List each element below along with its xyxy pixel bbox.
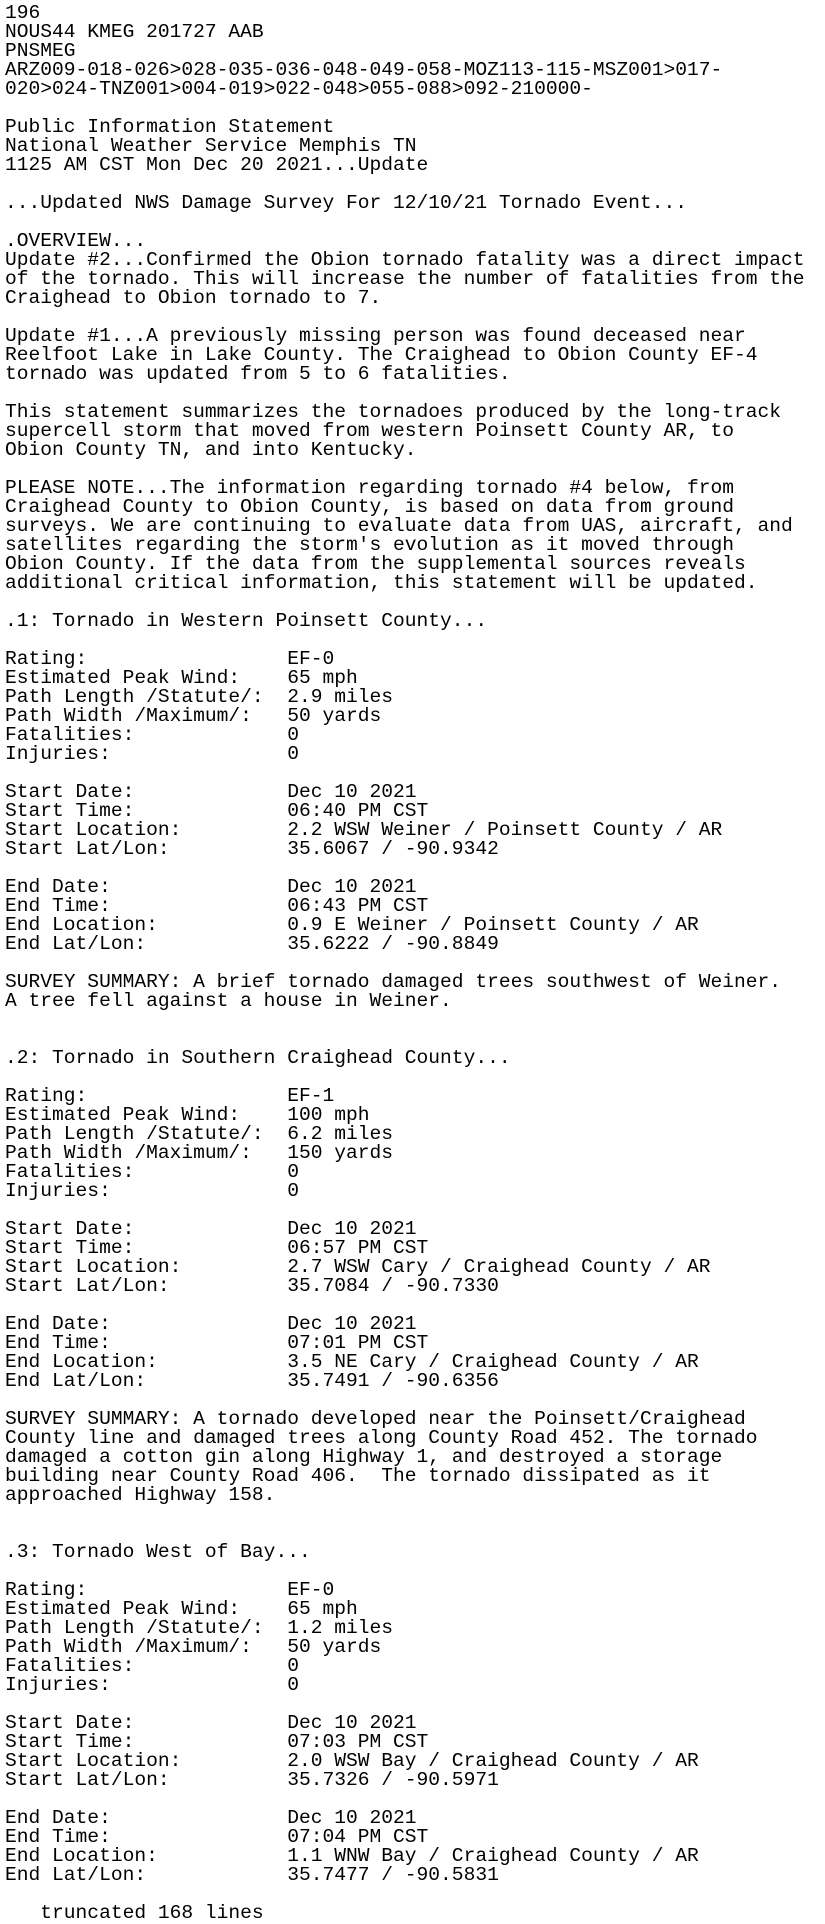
document-line: Start Lat/Lon: 35.7326 / -90.5971 xyxy=(5,1769,499,1791)
document-line: Public Information Statement xyxy=(5,116,335,138)
document-line: Estimated Peak Wind: 65 mph xyxy=(5,667,358,689)
document-line: Estimated Peak Wind: 65 mph xyxy=(5,1598,358,1620)
document-line: End Location: 3.5 NE Cary / Craighead County / AR xyxy=(5,1351,699,1373)
document-line: Rating: EF-0 xyxy=(5,1579,335,1601)
document-line: NOUS44 KMEG 201727 AAB xyxy=(5,21,264,43)
document-line: National Weather Service Memphis TN xyxy=(5,135,417,157)
document-line: surveys. We are continuing to evaluate data from UAS, aircraft, and xyxy=(5,515,793,537)
blank-line xyxy=(5,1011,825,1030)
document-line: SURVEY SUMMARY: A brief tornado damaged trees southwest of Weiner. xyxy=(5,971,782,993)
document-line: End Lat/Lon: 35.7477 / -90.5831 xyxy=(5,1864,499,1886)
document-line: End Date: Dec 10 2021 xyxy=(5,876,417,898)
document-line: Path Width /Maximum/: 50 yards xyxy=(5,1636,382,1658)
document-line: Craighead to Obion tornado to 7. xyxy=(5,287,382,309)
document-line: End Time: 06:43 PM CST xyxy=(5,895,429,917)
document-line: Start Location: 2.2 WSW Weiner / Poinsett County / AR xyxy=(5,819,723,841)
document-line: SURVEY SUMMARY: A tornado developed near the Poinsett/Craighead xyxy=(5,1408,746,1430)
document-line: Obion County. If the data from the supplemental sources reveals xyxy=(5,553,746,575)
document-line: damaged a cotton gin along Highway 1, and destroyed a storage xyxy=(5,1446,723,1468)
document-line: of the tornado. This will increase the number of fatalities from the xyxy=(5,268,805,290)
document-line: Reelfoot Lake in Lake County. The Craighead to Obion County EF-4 xyxy=(5,344,758,366)
document-line: Start Lat/Lon: 35.6067 / -90.9342 xyxy=(5,838,499,860)
document-line: .3: Tornado West of Bay... xyxy=(5,1541,311,1563)
document-line: 020>024-TNZ001>004-019>022-048>055-088>092-210000- xyxy=(5,78,593,100)
document-line: End Location: 0.9 E Weiner / Poinsett County / AR xyxy=(5,914,699,936)
document-line: ...Updated NWS Damage Survey For 12/10/21 Tornado Event... xyxy=(5,192,687,214)
document-line: Injuries: 0 xyxy=(5,743,299,765)
document-line: Start Date: Dec 10 2021 xyxy=(5,781,417,803)
document-line: Path Width /Maximum/: 150 yards xyxy=(5,1142,394,1164)
document-line: ARZ009-018-026>028-035-036-048-049-058-MOZ113-115-MSZ001>017- xyxy=(5,59,723,81)
blank-line xyxy=(5,1505,825,1524)
document-line: Path Length /Statute/: 6.2 miles xyxy=(5,1123,394,1145)
document-line: PLEASE NOTE...The information regarding tornado #4 below, from xyxy=(5,477,735,499)
document-line: End Lat/Lon: 35.7491 / -90.6356 xyxy=(5,1370,499,1392)
document-line: Start Date: Dec 10 2021 xyxy=(5,1218,417,1240)
document-line: End Time: 07:04 PM CST xyxy=(5,1826,429,1848)
document-line: Start Time: 06:40 PM CST xyxy=(5,800,429,822)
document-line: PNSMEG xyxy=(5,40,76,62)
document-line: Update #1...A previously missing person was found deceased near xyxy=(5,325,746,347)
document-line: Fatalities: 0 xyxy=(5,1655,299,1677)
document-line: Path Width /Maximum/: 50 yards xyxy=(5,705,382,727)
document-line: satellites regarding the storm's evolution as it moved through xyxy=(5,534,735,556)
document-line: .1: Tornado in Western Poinsett County... xyxy=(5,610,488,632)
document-line: .2: Tornado in Southern Craighead County... xyxy=(5,1047,511,1069)
document-line: Fatalities: 0 xyxy=(5,1161,299,1183)
document-line: End Date: Dec 10 2021 xyxy=(5,1313,417,1335)
document-line: 1125 AM CST Mon Dec 20 2021...Update xyxy=(5,154,429,176)
document-line: End Time: 07:01 PM CST xyxy=(5,1332,429,1354)
document-line: Start Location: 2.7 WSW Cary / Craighead County / AR xyxy=(5,1256,711,1278)
document-line: County line and damaged trees along County Road 452. The tornado xyxy=(5,1427,758,1449)
document-line: approached Highway 158. xyxy=(5,1484,276,1506)
document-line: Injuries: 0 xyxy=(5,1674,299,1696)
document-line: End Date: Dec 10 2021 xyxy=(5,1807,417,1829)
document-line: truncated 168 lines xyxy=(5,1902,264,1924)
document-line: End Lat/Lon: 35.6222 / -90.8849 xyxy=(5,933,499,955)
document-line: additional critical information, this statement will be updated. xyxy=(5,572,758,594)
document-line: This statement summarizes the tornadoes produced by the long-track xyxy=(5,401,782,423)
document-line: Start Date: Dec 10 2021 xyxy=(5,1712,417,1734)
document-line: Update #2...Confirmed the Obion tornado fatality was a direct impact xyxy=(5,249,805,271)
document-line: Fatalities: 0 xyxy=(5,724,299,746)
document-line: Start Time: 07:03 PM CST xyxy=(5,1731,429,1753)
document-line: Path Length /Statute/: 1.2 miles xyxy=(5,1617,394,1639)
document-line: Rating: EF-0 xyxy=(5,648,335,670)
document-line: Obion County TN, and into Kentucky. xyxy=(5,439,417,461)
document-line: building near County Road 406. The tornado dissipated as it xyxy=(5,1465,711,1487)
document-line: Start Lat/Lon: 35.7084 / -90.7330 xyxy=(5,1275,499,1297)
document-line: Craighead County to Obion County, is based on data from ground xyxy=(5,496,735,518)
document-line: .OVERVIEW... xyxy=(5,230,147,252)
document-line: Rating: EF-1 xyxy=(5,1085,335,1107)
document-line: End Location: 1.1 WNW Bay / Craighead County / AR xyxy=(5,1845,699,1867)
document-line: Start Location: 2.0 WSW Bay / Craighead County / AR xyxy=(5,1750,699,1772)
document-line: 196 xyxy=(5,2,41,24)
document-line: Estimated Peak Wind: 100 mph xyxy=(5,1104,370,1126)
document-line: A tree fell against a house in Weiner. xyxy=(5,990,452,1012)
document-line: Start Time: 06:57 PM CST xyxy=(5,1237,429,1259)
document-line: Injuries: 0 xyxy=(5,1180,299,1202)
document-line: tornado was updated from 5 to 6 fatalities. xyxy=(5,363,511,385)
document-line: Path Length /Statute/: 2.9 miles xyxy=(5,686,394,708)
document-line: supercell storm that moved from western Poinsett County AR, to xyxy=(5,420,735,442)
